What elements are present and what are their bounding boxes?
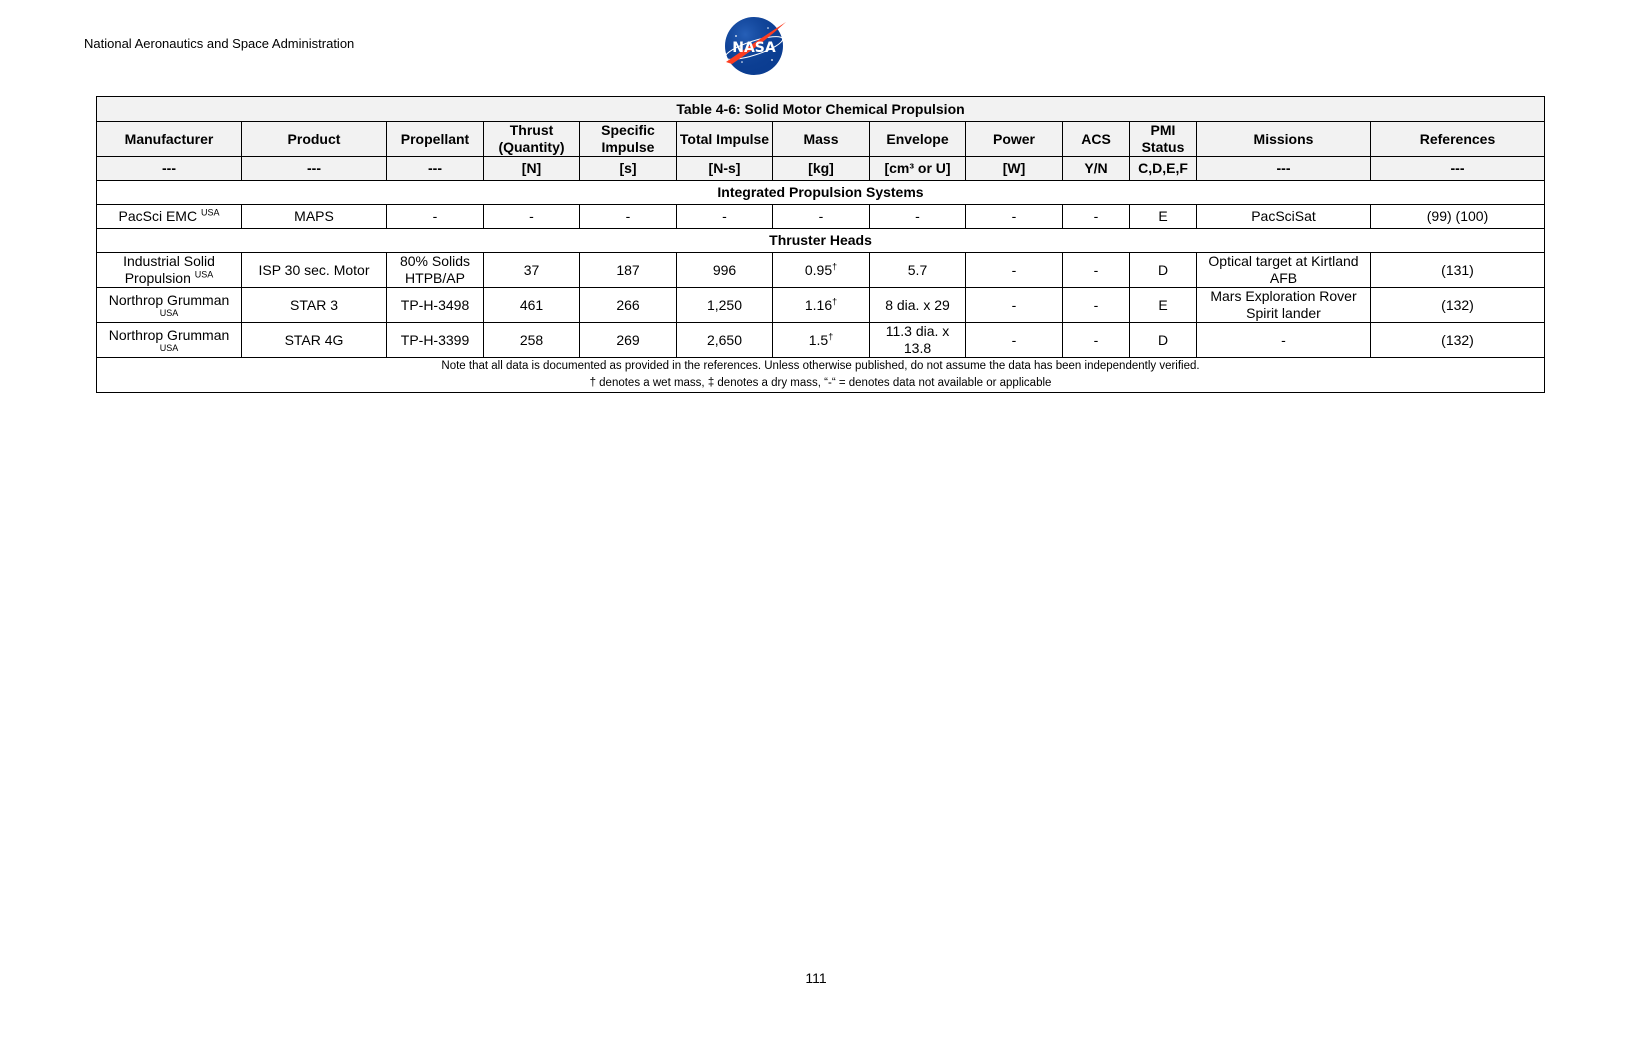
- column-header: Envelope: [870, 122, 966, 157]
- column-header: Thrust (Quantity): [484, 122, 580, 157]
- power-cell: -: [966, 205, 1063, 229]
- table-row: [97, 205, 1545, 229]
- mass-cell: 1.5†: [773, 323, 870, 358]
- manufacturer-cell: Industrial Solid Propulsion $^{USA}$: [97, 253, 242, 288]
- acs-cell: -: [1063, 205, 1130, 229]
- unit-row: [97, 157, 1545, 181]
- manufacturer-cell: Northrop Grumman USA: [97, 288, 242, 323]
- thrust-cell: 461: [484, 288, 580, 323]
- solid-motor-propulsion-table: [96, 96, 1545, 393]
- thrust-cell: 258: [484, 323, 580, 358]
- column-header: Missions: [1197, 122, 1371, 157]
- product-cell: ISP 30 sec. Motor: [242, 253, 387, 288]
- total-impulse-cell: 1,250: [677, 288, 773, 323]
- unit-cell: ---: [97, 157, 242, 181]
- column-header: Total Impulse: [677, 122, 773, 157]
- unit-cell: ---: [1197, 157, 1371, 181]
- table-row: [97, 323, 1545, 358]
- missions-cell: PacSciSat: [1197, 205, 1371, 229]
- missions-cell: Mars Exploration Rover Spirit lander: [1197, 288, 1371, 323]
- total-impulse-cell: 2,650: [677, 323, 773, 358]
- column-header: Propellant: [387, 122, 484, 157]
- unit-cell: ---: [242, 157, 387, 181]
- unit-cell: [N]: [484, 157, 580, 181]
- envelope-cell: -: [870, 205, 966, 229]
- power-cell: -: [966, 288, 1063, 323]
- references-cell: (99) (100): [1371, 205, 1545, 229]
- pmi-cell: D: [1130, 323, 1197, 358]
- propellant-cell: TP-H-3498: [387, 288, 484, 323]
- envelope-cell: 5.7: [870, 253, 966, 288]
- note-line: † denotes a wet mass, ‡ denotes a dry mass, “-“ = denotes data not available or applicable: [589, 377, 1052, 389]
- table-row: [97, 253, 1545, 288]
- missions-cell: -: [1197, 323, 1371, 358]
- manufacturer-cell: Northrop Grumman USA: [97, 323, 242, 358]
- mass-cell: 0.95†: [773, 253, 870, 288]
- unit-cell: [N-s]: [677, 157, 773, 181]
- propellant-cell: -: [387, 205, 484, 229]
- organization-name: National Aeronautics and Space Administration: [84, 36, 355, 51]
- column-header-row: [97, 122, 1545, 157]
- references-cell: (132): [1371, 323, 1545, 358]
- unit-cell: ---: [387, 157, 484, 181]
- isp-cell: 269: [580, 323, 677, 358]
- product-cell: STAR 4G: [242, 323, 387, 358]
- column-header: Specific Impulse: [580, 122, 677, 157]
- power-cell: -: [966, 253, 1063, 288]
- pmi-cell: E: [1130, 205, 1197, 229]
- pmi-cell: E: [1130, 288, 1197, 323]
- nasa-logo: [722, 14, 786, 78]
- thrust-cell: -: [484, 205, 580, 229]
- propellant-cell: 80% Solids HTPB/AP: [387, 253, 484, 288]
- column-header: Power: [966, 122, 1063, 157]
- isp-cell: 266: [580, 288, 677, 323]
- section-header: Thruster Heads: [97, 229, 1545, 253]
- propellant-cell: TP-H-3399: [387, 323, 484, 358]
- mass-cell: 1.16†: [773, 288, 870, 323]
- product-cell: STAR 3: [242, 288, 387, 323]
- isp-cell: 187: [580, 253, 677, 288]
- manufacturer-cell: PacSci EMC $^{USA}$: [97, 205, 242, 229]
- envelope-cell: 11.3 dia. x 13.8: [870, 323, 966, 358]
- table-row: [97, 288, 1545, 323]
- table-notes: [97, 358, 1545, 393]
- unit-cell: Y/N: [1063, 157, 1130, 181]
- missions-cell: Optical target at Kirtland AFB: [1197, 253, 1371, 288]
- isp-cell: -: [580, 205, 677, 229]
- column-header: References: [1371, 122, 1545, 157]
- column-header: Mass: [773, 122, 870, 157]
- acs-cell: -: [1063, 323, 1130, 358]
- total-impulse-cell: 996: [677, 253, 773, 288]
- section-header: Integrated Propulsion Systems: [97, 181, 1545, 205]
- references-cell: (131): [1371, 253, 1545, 288]
- acs-cell: -: [1063, 253, 1130, 288]
- unit-cell: [W]: [966, 157, 1063, 181]
- svg-text:NASA: NASA: [732, 40, 776, 56]
- power-cell: -: [966, 323, 1063, 358]
- unit-cell: C,D,E,F: [1130, 157, 1197, 181]
- pmi-cell: D: [1130, 253, 1197, 288]
- product-cell: MAPS: [242, 205, 387, 229]
- unit-cell: [kg]: [773, 157, 870, 181]
- mass-cell: -: [773, 205, 870, 229]
- references-cell: (132): [1371, 288, 1545, 323]
- total-impulse-cell: -: [677, 205, 773, 229]
- envelope-cell: 8 dia. x 29: [870, 288, 966, 323]
- unit-cell: ---: [1371, 157, 1545, 181]
- column-header: ACS: [1063, 122, 1130, 157]
- note-line: Note that all data is documented as provided in the references. Unless otherwise published, do not assume the data has been independently verified.: [441, 360, 1200, 372]
- page-number: 111: [805, 970, 827, 986]
- column-header: Product: [242, 122, 387, 157]
- acs-cell: -: [1063, 288, 1130, 323]
- column-header: Manufacturer: [97, 122, 242, 157]
- table-title: Table 4-6: Solid Motor Chemical Propulsion: [97, 97, 1545, 122]
- column-header: PMI Status: [1130, 122, 1197, 157]
- thrust-cell: 37: [484, 253, 580, 288]
- unit-cell: [s]: [580, 157, 677, 181]
- unit-cell: [cm³ or U]: [870, 157, 966, 181]
